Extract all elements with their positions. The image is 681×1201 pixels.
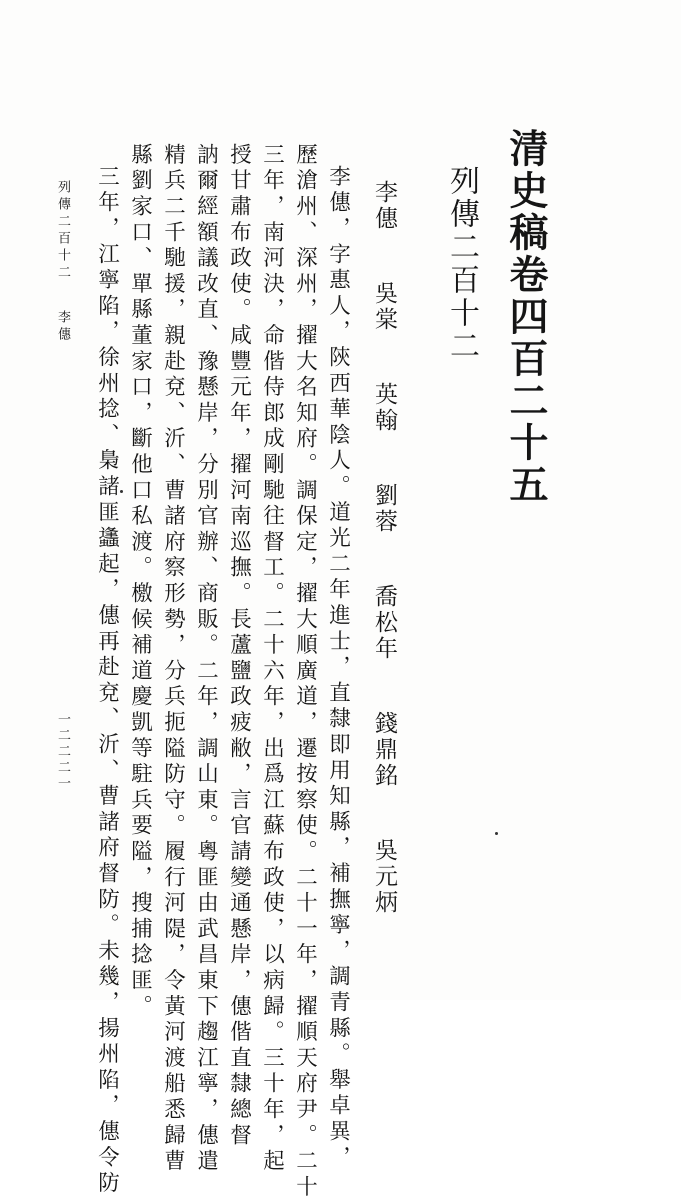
subject-name: 錢鼎銘 [371,711,397,789]
volume-title: 清史稿卷四百二十五 [503,128,549,506]
text-column: 訥爾經額議改直、豫懸岸，分別官辦、商販。二年，調山東。粵匪由武昌東下趨江寧，僡遣 [193,143,219,1175]
text-column: 精兵二千馳援，親赴兗、沂、曹諸府察形勢，分兵扼隘防守。履行河隄，令黃河渡船悉歸曹 [160,143,186,1175]
text-column: 歷滄州、深州，擢大名知府。調保定，擢大順廣道，遷按察使。二十一年，擢順天府尹。二十 [292,143,318,1201]
section-title: 列傳二百十二 [444,165,479,363]
text-column: 李僡，字惠人，陝西華陰人。道光二年進士，直隸即用知縣，補撫寧，調青縣。舉卓異， [325,165,351,1172]
subject-name: 英翰 [371,382,397,434]
subject-list [372,180,395,936]
text-column: 授甘肅布政使。咸豐元年，擢河南巡撫。長蘆鹽政疲敝，言官請變通懸岸，僡偕直隸總督 [226,143,252,1150]
running-head-section: 列傳二百十二 [55,180,70,282]
ink-speck [120,490,123,493]
text-column: 縣劉家口、單縣董家口，斷他口私渡。檄候補道慶凱等駐兵要隘，搜捕捻匪。 [127,143,153,1021]
running-head [56,180,69,344]
running-head-name: 李僡 [55,310,70,344]
text-column: 三年，江寧陷，徐州捻、梟諸匪蠭起，僡再赴兗、沂、曹諸府督防。未幾，揚州陷，僡令防 [94,165,120,1197]
subject-name: 吳元炳 [371,838,397,916]
subject-name: 李僡 [371,180,397,232]
subject-name: 喬松年 [371,584,397,662]
ink-speck [495,832,498,835]
text-column: 三年，南河決，命偕侍郎成剛馳往督工。二十六年，出爲江蘇布政使，以病歸。三十年，起 [259,143,285,1175]
subject-name: 吳棠 [371,281,397,333]
page-number: 一二二二一 [55,712,70,792]
subject-name: 劉蓉 [371,483,397,535]
